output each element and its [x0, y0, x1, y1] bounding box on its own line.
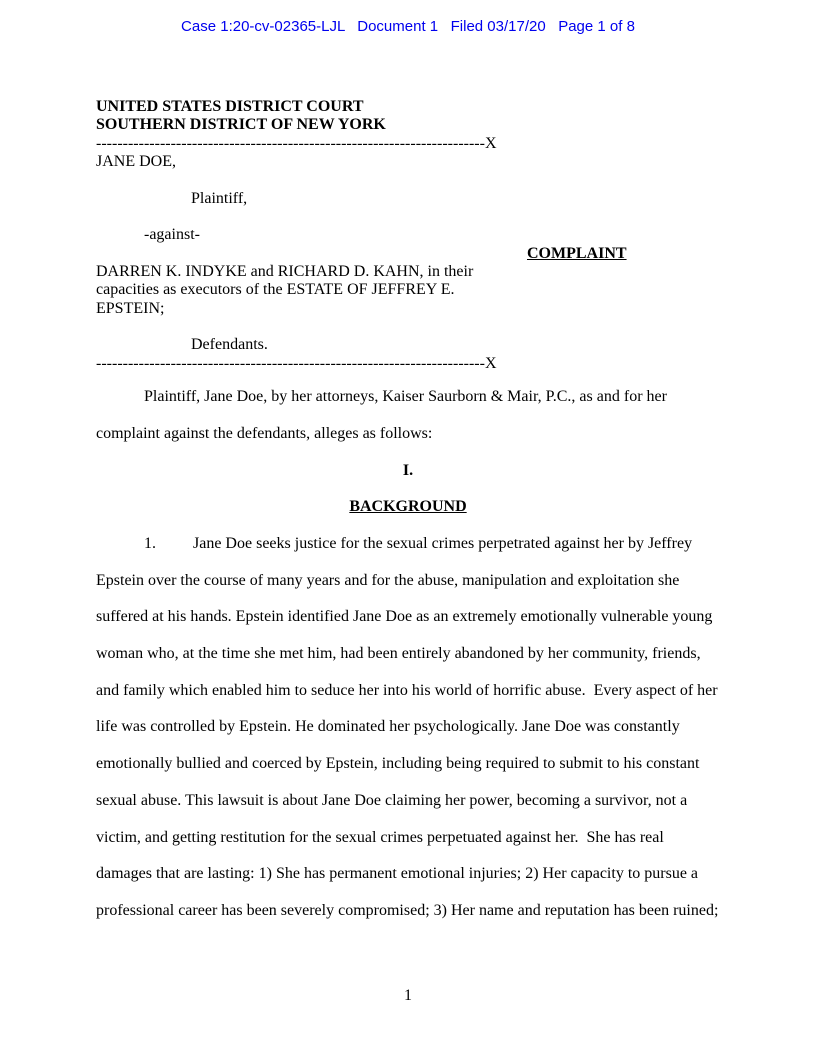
- caption-spacer: [96, 318, 720, 336]
- defendants-names-line1: DARREN K. INDYKE and RICHARD D. KAHN, in their: [96, 263, 474, 281]
- section-numeral: I.: [402, 461, 414, 479]
- complaint-body: [96, 379, 720, 930]
- defendants-names-line2: capacities as executors of the ESTATE OF JEFFREY E.: [96, 281, 455, 299]
- case-caption: [96, 98, 720, 373]
- court-name: UNITED STATES DISTRICT COURT: [96, 98, 364, 115]
- defendants-names-line3: EPSTEIN;: [96, 299, 165, 317]
- intro-paragraph: Plaintiff, Jane Doe, by her attorneys, Kaiser Saurborn & Mair, P.C., as and for her complaint against the defendants, alleges as follows:: [96, 388, 671, 442]
- page-number: 1: [404, 987, 412, 1004]
- numbered-paragraph-1: [96, 526, 720, 930]
- caption-divider-bottom: -------------------------------------------------------------------------X: [96, 354, 497, 372]
- paragraph-number: 1.: [144, 534, 156, 552]
- caption-divider-top: -------------------------------------------------------------------------X: [96, 134, 497, 152]
- complaint-title: COMPLAINT: [527, 244, 627, 262]
- section-title: BACKGROUND: [349, 498, 467, 516]
- court-district: SOUTHERN DISTRICT OF NEW YORK: [96, 116, 386, 134]
- paragraph-text: Jane Doe seeks justice for the sexual crimes perpetrated against her by Jeffrey Epstein over the course of many years and for the abuse, manipulation and exploitation she suffered at his hands. Epstein identified Jane Doe as an extremely emotionally vulnerable young woman who, at the time she met him, had been entirely abandoned by her community, friends, and family which enabled him to seduce her into his world of horrific abuse. Every aspect of her life was controlled by Epstein. He dominated her psychologically. Jane Doe was constantly emotionally bullied and coerced by Epstein, including being required to submit to his constant sexual abuse. This lawsuit is about Jane Doe claiming her power, becoming a survivor, not a victim, and getting restitution for the sexual crimes perpetuated against her. She has real damages that are lasting: 1) She has permanent emotional injuries; 2) Her capacity to pursue a professional career has been severely compromised; 3) Her name and reputation has been ruined;: [96, 534, 722, 919]
- plaintiff-name: JANE DOE,: [96, 153, 176, 171]
- section-title-line: [96, 489, 720, 526]
- complaint-title-line: [96, 245, 720, 263]
- defendants-role: Defendants.: [191, 336, 268, 354]
- plaintiff-role: Plaintiff,: [191, 189, 248, 207]
- caption-spacer: [96, 171, 720, 189]
- court-filing-stamp: Case 1:20-cv-02365-LJL Document 1 Filed 03/17/20 Page 1 of 8: [181, 18, 635, 35]
- against-label: -against-: [144, 226, 200, 244]
- caption-spacer: [96, 208, 720, 226]
